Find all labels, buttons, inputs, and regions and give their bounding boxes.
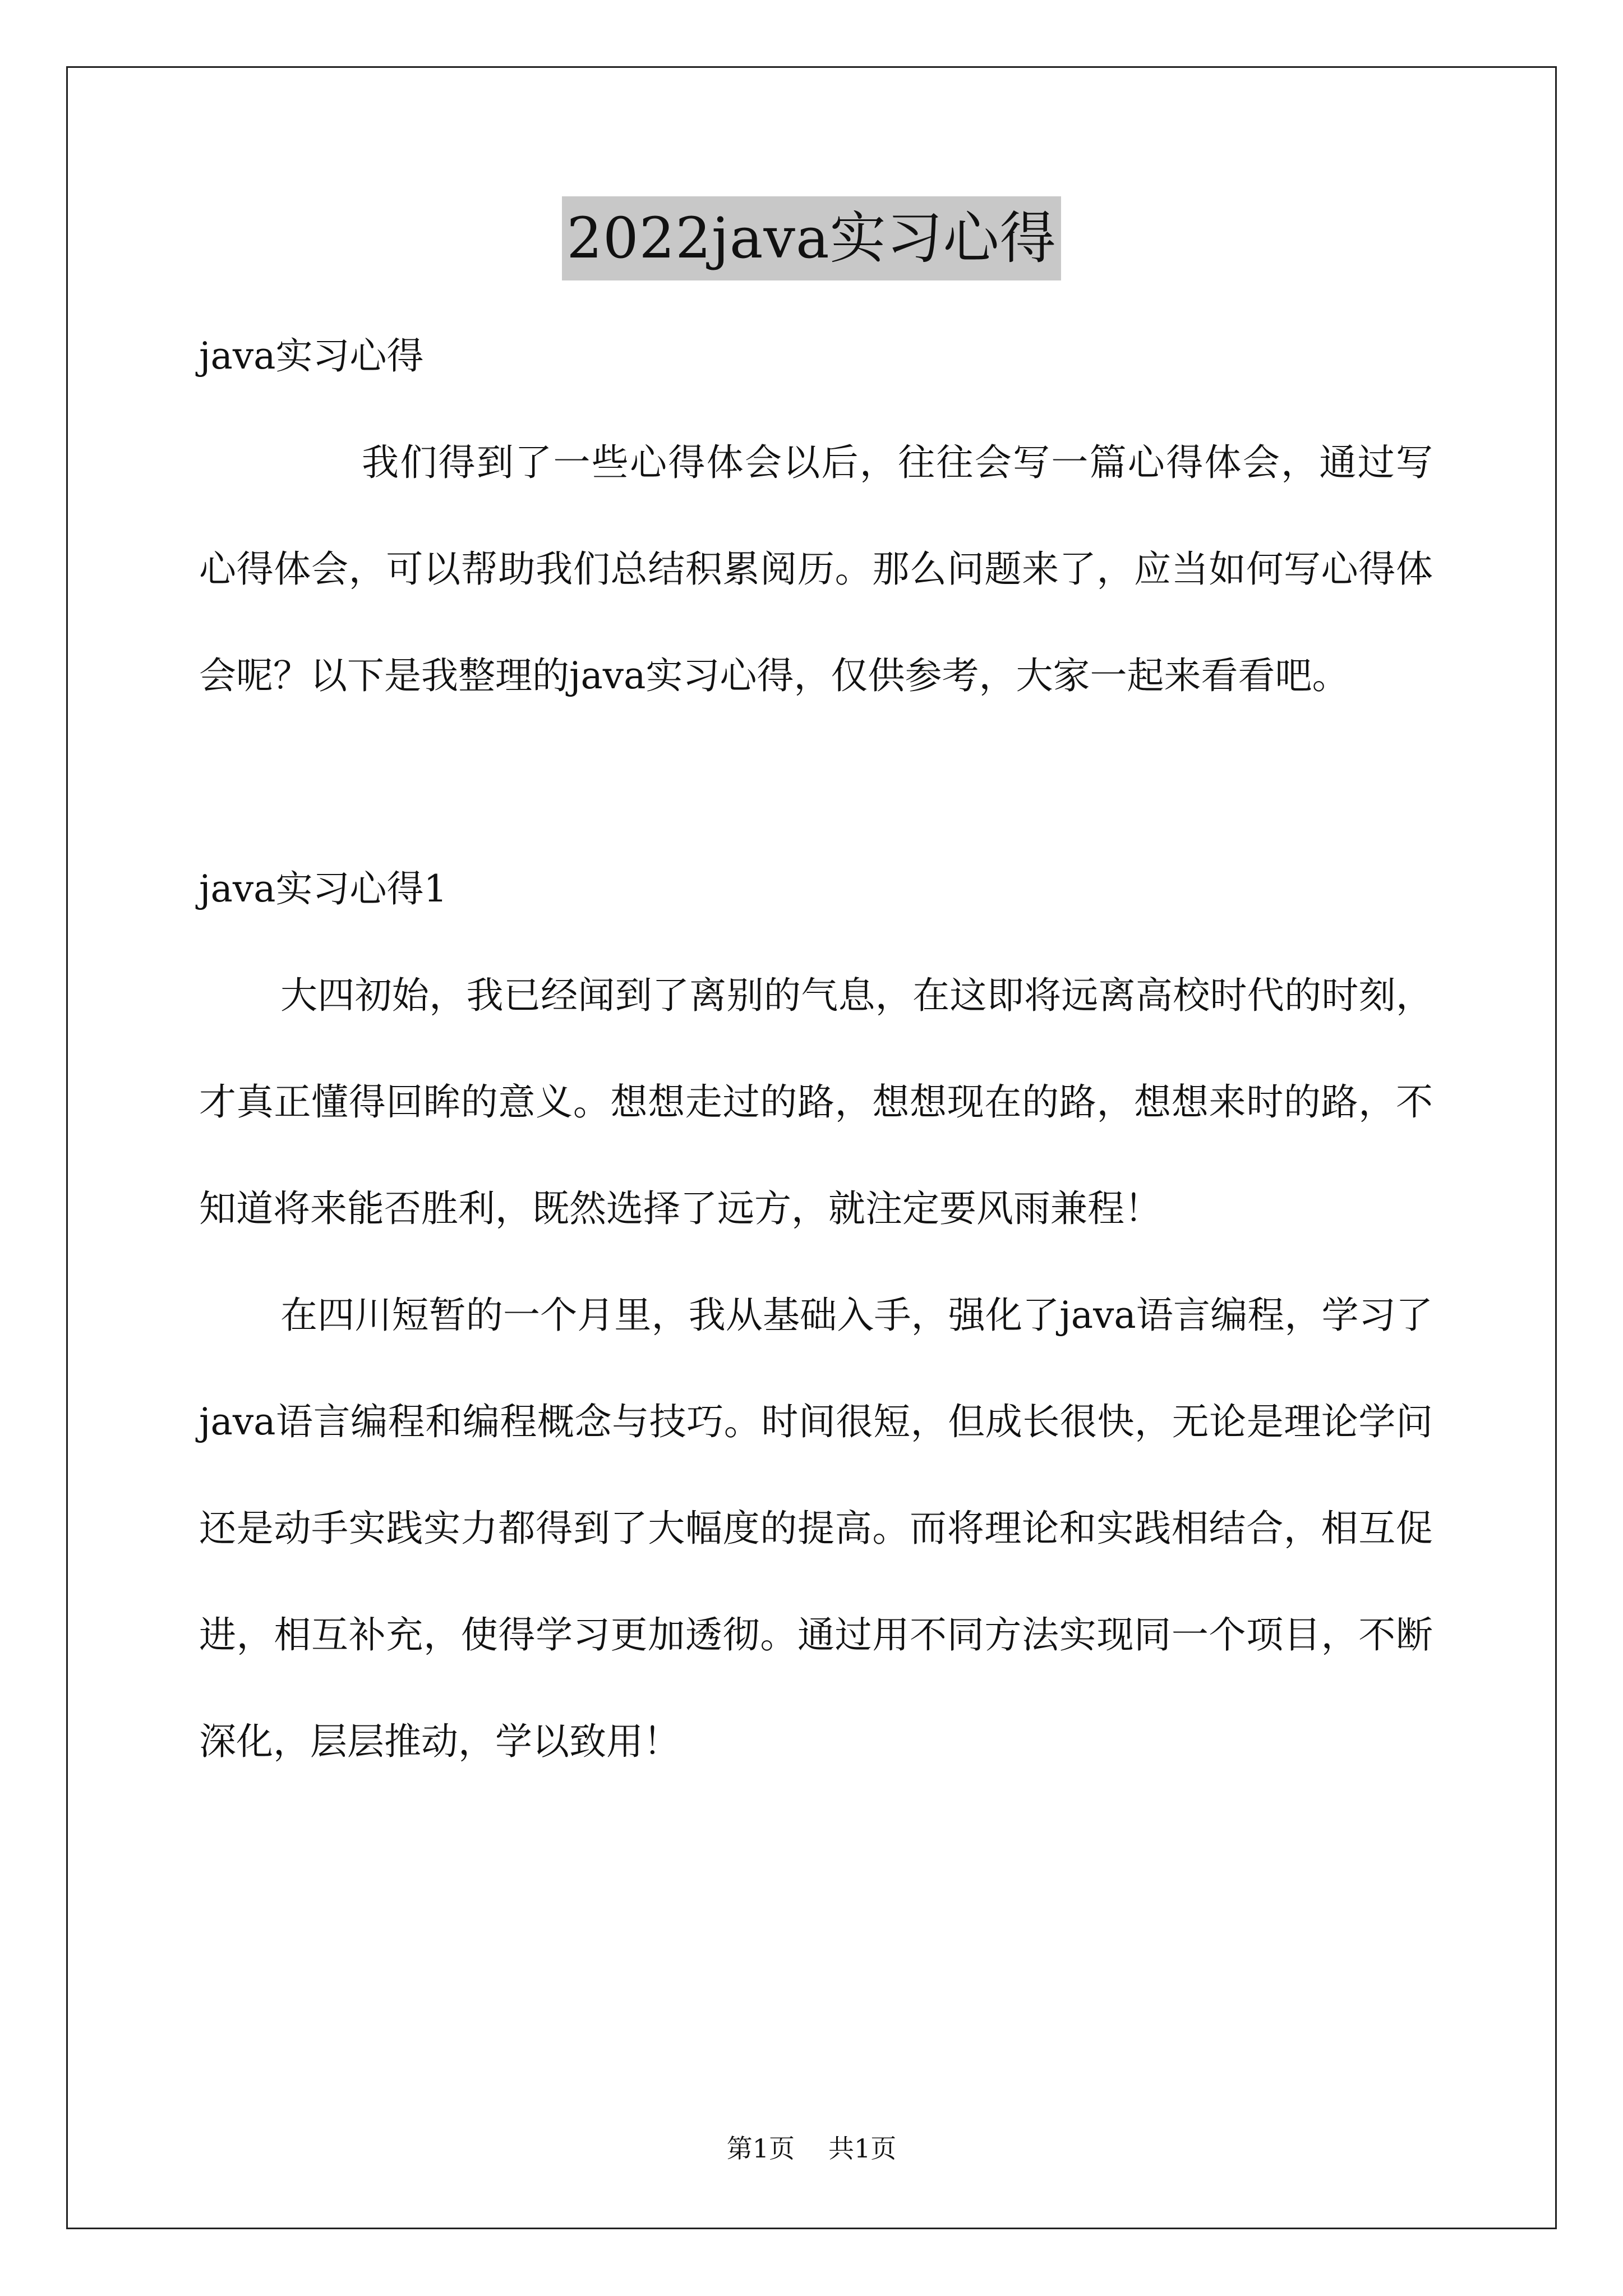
page-number-total: 共1页 bbox=[828, 2133, 897, 2164]
title-container bbox=[0, 196, 1623, 280]
section-gap bbox=[199, 729, 1433, 836]
document-title: 2022java实习心得 bbox=[562, 196, 1061, 280]
body-paragraph-1: 大四初始，我已经闻到了离别的气息，在这即将远离高校时代的时刻，才真正懂得回眸的意义。想想走过的路，想想现在的路，想想来时的路，不知道将来能否胜利，既然选择了远方，就注定要风雨兼程！ bbox=[199, 974, 1433, 1230]
page-number-current: 第1页 bbox=[726, 2133, 795, 2164]
document-body bbox=[199, 303, 1433, 1795]
intro-paragraph: 我们得到了一些心得体会以后，往往会写一篇心得体会，通过写心得体会，可以帮助我们总结积累阅历。那么问题来了，应当如何写心得体会呢？以下是我整理的java实习心得，仅供参考，大家一起来看看吧。 bbox=[199, 441, 1433, 697]
section-heading: java实习心得1 bbox=[199, 867, 448, 910]
body-paragraph-2: 在四川短暂的一个月里，我从基础入手，强化了java语言编程，学习了java语言编程和编程概念与技巧。时间很短，但成长很快，无论是理论学问还是动手实践实力都得到了大幅度的提高。而将理论和实践相结合，相互促进，相互补充，使得学习更加透彻。通过用不同方法实现同一个项目，不断深化，层层推动，学以致用！ bbox=[199, 1294, 1433, 1763]
page-footer bbox=[0, 2132, 1623, 2165]
intro-heading: java实习心得 bbox=[199, 334, 424, 378]
